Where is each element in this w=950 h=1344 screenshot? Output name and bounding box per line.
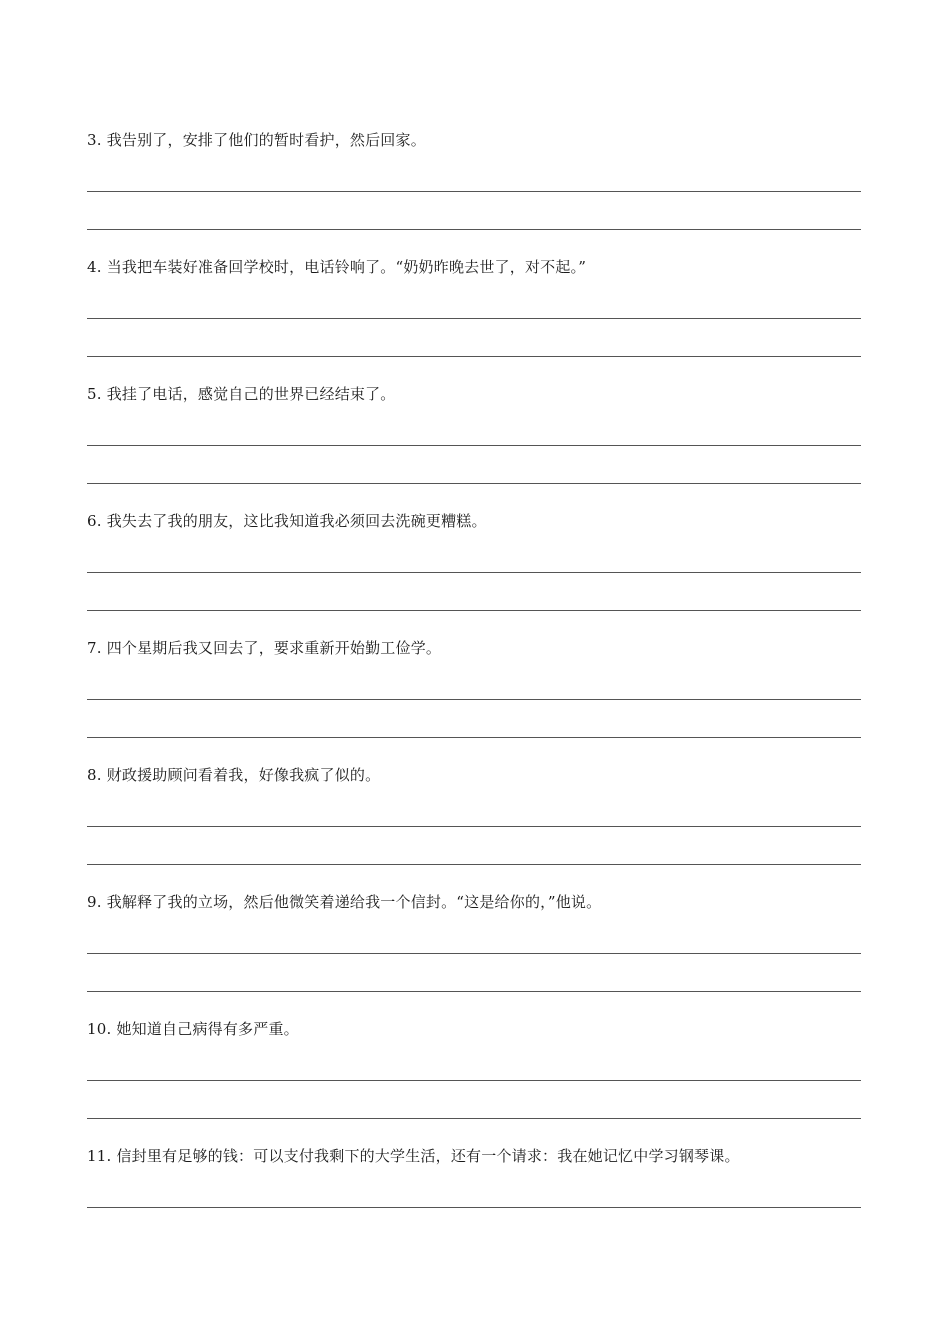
answer-line[interactable]	[87, 445, 861, 446]
question-prompt	[87, 1146, 861, 1166]
answer-line[interactable]	[87, 356, 861, 357]
question-prompt	[87, 511, 861, 531]
answer-line[interactable]	[87, 191, 861, 192]
question-number: 5.	[87, 385, 102, 403]
question-5	[87, 384, 861, 404]
answer-line[interactable]	[87, 699, 861, 700]
question-number: 3.	[87, 131, 102, 149]
question-6	[87, 511, 861, 531]
answer-line[interactable]	[87, 572, 861, 573]
question-text: 财政援助顾问看着我，好像我疯了似的。	[106, 766, 381, 784]
question-number: 10.	[87, 1020, 112, 1038]
question-prompt	[87, 130, 861, 150]
answer-line[interactable]	[87, 864, 861, 865]
answer-line[interactable]	[87, 483, 861, 484]
answer-line[interactable]	[87, 1118, 861, 1119]
question-number: 8.	[87, 766, 102, 784]
question-prompt	[87, 1019, 861, 1039]
question-3	[87, 130, 861, 150]
answer-line[interactable]	[87, 1207, 861, 1208]
question-prompt	[87, 892, 861, 912]
answer-line[interactable]	[87, 318, 861, 319]
question-number: 9.	[87, 893, 102, 911]
question-text: 四个星期后我又回去了，要求重新开始勤工俭学。	[106, 639, 442, 657]
answer-line[interactable]	[87, 953, 861, 954]
question-prompt	[87, 638, 861, 658]
question-text: 我告别了，安排了他们的暂时看护，然后回家。	[106, 131, 426, 149]
question-11	[87, 1146, 861, 1166]
answer-line[interactable]	[87, 610, 861, 611]
question-4	[87, 257, 861, 277]
question-text: 我解释了我的立场，然后他微笑着递给我一个信封。“这是给你的，”他说。	[106, 893, 602, 911]
question-prompt	[87, 384, 861, 404]
question-8	[87, 765, 861, 785]
question-text: 她知道自己病得有多严重。	[116, 1020, 299, 1038]
question-text: 我挂了电话，感觉自己的世界已经结束了。	[106, 385, 396, 403]
question-number: 4.	[87, 258, 102, 276]
answer-line[interactable]	[87, 991, 861, 992]
question-text: 当我把车装好准备回学校时，电话铃响了。“奶奶昨晚去世了，对不起。”	[106, 258, 587, 276]
question-9	[87, 892, 861, 912]
question-text: 信封里有足够的钱：可以支付我剩下的大学生活，还有一个请求：我在她记忆中学习钢琴课。	[116, 1147, 740, 1165]
question-number: 11.	[87, 1147, 112, 1165]
question-prompt	[87, 257, 861, 277]
question-10	[87, 1019, 861, 1039]
question-number: 6.	[87, 512, 102, 530]
answer-line[interactable]	[87, 826, 861, 827]
question-7	[87, 638, 861, 658]
question-prompt	[87, 765, 861, 785]
answer-line[interactable]	[87, 229, 861, 230]
question-number: 7.	[87, 639, 102, 657]
question-text: 我失去了我的朋友，这比我知道我必须回去洗碗更糟糕。	[106, 512, 487, 530]
answer-line[interactable]	[87, 737, 861, 738]
answer-line[interactable]	[87, 1080, 861, 1081]
